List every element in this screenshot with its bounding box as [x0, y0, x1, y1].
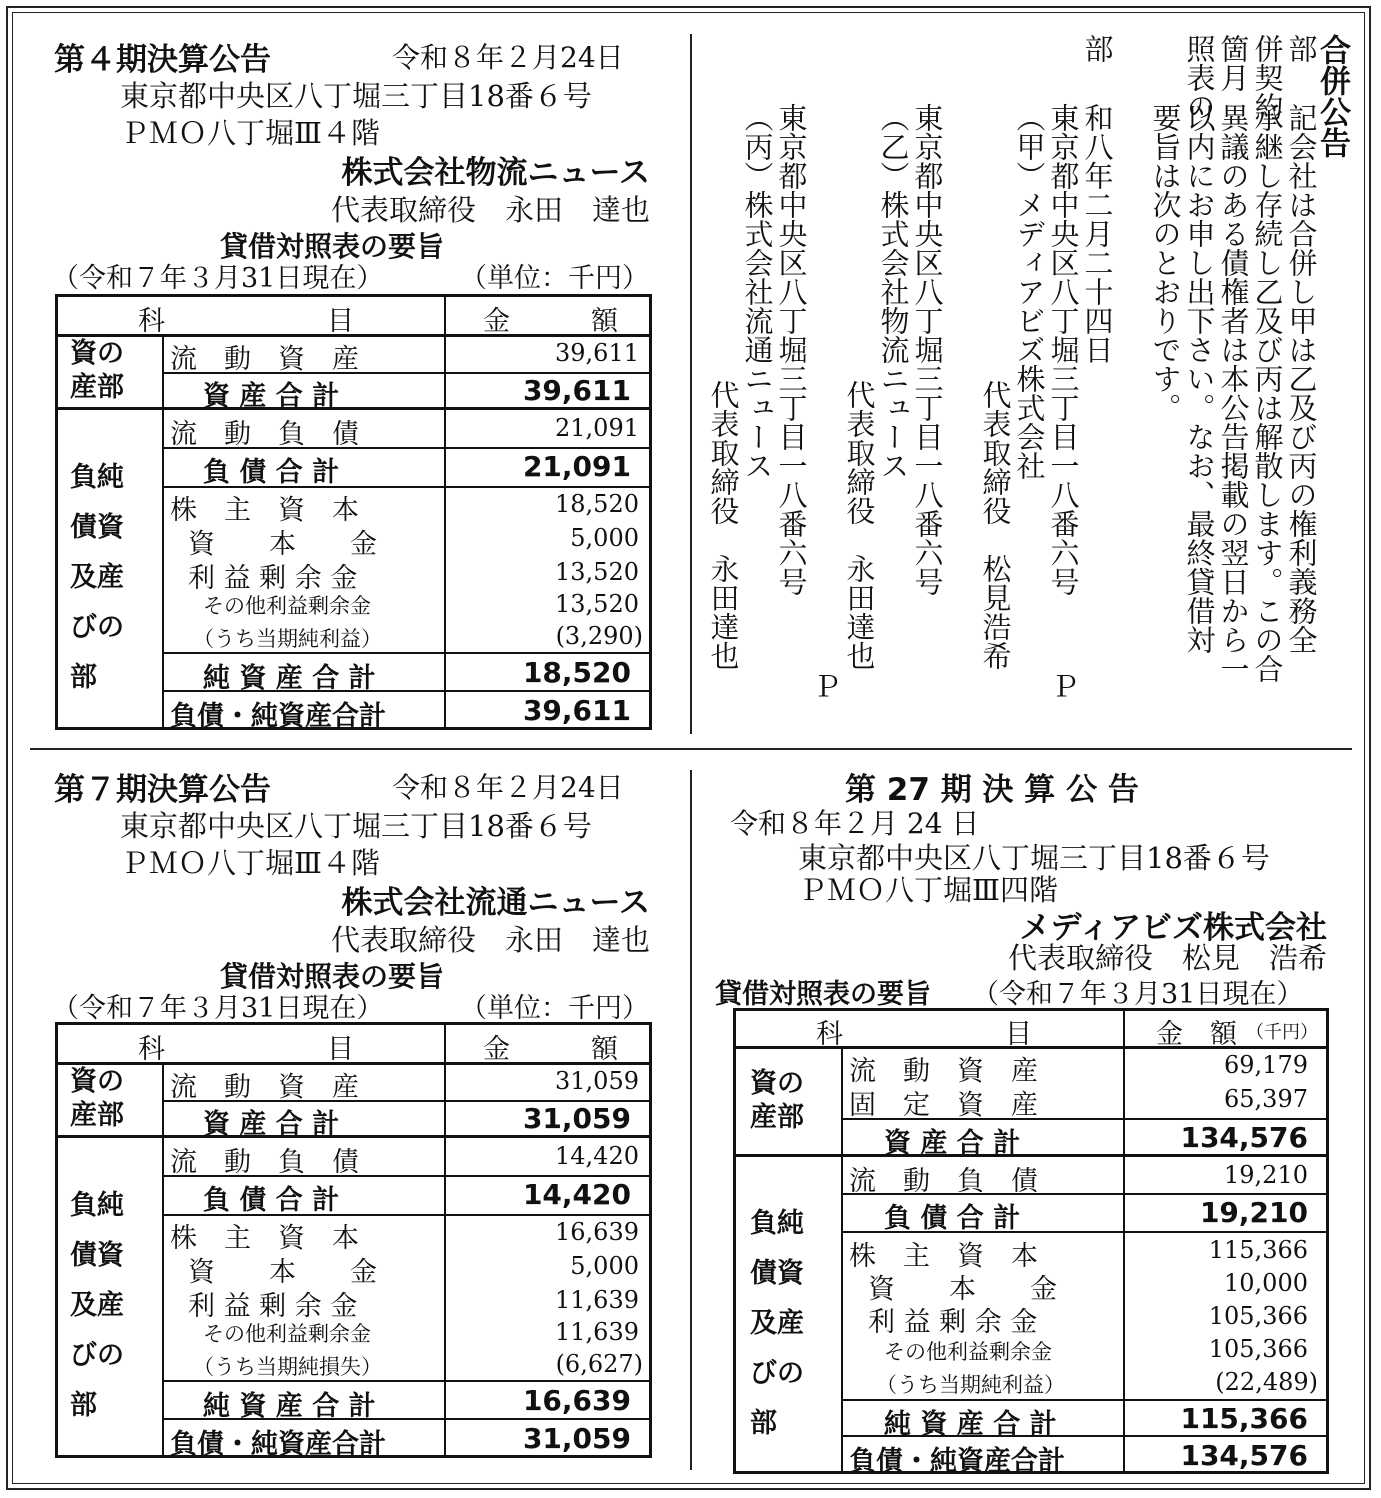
merger-body-col: 要旨は次のとおりです。 [1148, 103, 1183, 422]
balance-sheet-table [55, 294, 652, 730]
row-label: 負債・純資産合計 [170, 701, 386, 732]
row-value: 115,366 [1180, 1402, 1308, 1435]
row-label: 負債・純資産合計 [170, 1429, 386, 1460]
col-header-item: 科 目 [816, 1019, 1032, 1050]
representative: 代表取締役 永田 達也 [330, 193, 650, 227]
company-name: メディアビズ株式会社 [1019, 910, 1327, 946]
row-value: 16,639 [555, 1218, 639, 1246]
row-value: 31,059 [522, 1102, 631, 1135]
row-label: 流 動 資 産 [170, 344, 359, 375]
row-value: 13,520 [555, 558, 639, 586]
row-label: 資 本 金 [188, 529, 377, 560]
row-value: 11,639 [555, 1286, 639, 1314]
row-label: 利 益 剰 余 金 [188, 563, 358, 594]
notice-title: 第７期決算公告 [54, 772, 271, 808]
merger-body-col-top: 併契約 [1250, 34, 1285, 121]
notice-date: 令和８年２月 24 日 [730, 807, 980, 840]
bs-title: 貸借対照表の要旨 [715, 979, 931, 1010]
merger-body-col: 異議のある債権者は本公告掲載の翌日から一 [1216, 103, 1251, 683]
party-b-line: （乙）株式会社物流ニュース [876, 103, 911, 480]
row-label: 資 産 合 計 [203, 381, 340, 412]
col-header-amount: 金 額 [1156, 1019, 1237, 1050]
seal-word: 部 [1080, 34, 1115, 63]
party-a-p: Ｐ [1046, 671, 1081, 700]
col-header-amount: 金 額 [483, 306, 618, 337]
address-line-2: ＰＭＯ八丁堀Ⅲ四階 [798, 873, 1058, 907]
row-label: 純 資 産 合 計 [203, 663, 376, 694]
row-label: 資 産 合 計 [884, 1128, 1021, 1159]
bs-period: （令和７年３月31日現在） [52, 263, 384, 294]
row-value: 21,091 [522, 450, 631, 483]
party-b-p: Ｐ [808, 671, 843, 700]
row-value: 14,420 [522, 1178, 631, 1211]
category-assets: 資の 産部 [70, 338, 124, 403]
row-value: 39,611 [555, 339, 639, 367]
category-liabilities-equity: 負純 債資 及産 びの 部 [70, 462, 124, 693]
company-name: 株式会社物流ニュース [341, 155, 650, 191]
row-value: 18,520 [555, 490, 639, 518]
row-label: 利 益 剰 余 金 [188, 1291, 358, 1322]
party-a-line: 東京都中央区八丁堀三丁目一八番六号 [1046, 103, 1081, 596]
row-value: 31,059 [522, 1422, 631, 1455]
merger-heading: 合併公告 [1314, 34, 1350, 158]
row-value: 11,639 [555, 1318, 639, 1346]
bs-period: （令和７年３月31日現在） [52, 993, 384, 1024]
party-b-line: 東京都中央区八丁堀三丁目一八番六号 [910, 103, 945, 596]
col-header-unit: （千円） [1246, 1022, 1318, 1043]
horizontal-divider [30, 748, 1352, 750]
row-label: 流 動 資 産 [849, 1056, 1038, 1087]
merger-body-col: 和八年二月二十四日 [1080, 103, 1115, 364]
party-a-line: 代表取締役 松見浩希 [978, 380, 1013, 670]
party-c-line: 代表取締役 永田達也 [706, 380, 741, 670]
bs-title: 貸借対照表の要旨 [220, 960, 445, 993]
party-b-line: 代表取締役 永田達也 [842, 380, 877, 670]
company-name: 株式会社流通ニュース [341, 885, 650, 921]
row-label: 負 債 合 計 [884, 1203, 1021, 1234]
row-label: 流 動 負 債 [170, 419, 359, 450]
row-value: 14,420 [555, 1142, 639, 1170]
row-label: （うち当期純利益） [876, 1373, 1065, 1397]
category-liabilities-equity: 負純 債資 及産 びの 部 [750, 1208, 804, 1439]
row-value: 21,091 [555, 414, 639, 442]
category-liabilities-equity: 負純 債資 及産 びの 部 [70, 1190, 124, 1421]
merger-body-col: 承継し存続し乙及び丙は解散します。この合 [1250, 103, 1285, 683]
row-value: 65,397 [1224, 1085, 1308, 1113]
row-label: 純 資 産 合 計 [203, 1391, 376, 1422]
row-label: 資 産 合 計 [203, 1109, 340, 1140]
category-assets: 資の 産部 [750, 1068, 804, 1133]
row-label: その他利益剰余金 [203, 594, 371, 618]
representative: 代表取締役 松見 浩希 [1007, 941, 1327, 975]
notice-title: 第 27 期 決 算 公 告 [845, 772, 1139, 808]
row-label: 純 資 産 合 計 [884, 1409, 1057, 1440]
merger-body-col-top: 部 [1284, 34, 1319, 63]
address-line-2: ＰＭＯ八丁堀Ⅲ４階 [120, 116, 380, 150]
row-value: 105,366 [1208, 1302, 1308, 1330]
col-header-item: 科 目 [138, 306, 354, 337]
row-label: その他利益剰余金 [203, 1322, 371, 1346]
party-a-line: （甲）メディアビズ株式会社 [1012, 103, 1047, 480]
row-value: 13,520 [555, 590, 639, 618]
row-value: (3,290) [555, 622, 643, 650]
balance-sheet-table [55, 1022, 652, 1458]
address-line-1: 東京都中央区八丁堀三丁目18番６号 [798, 841, 1270, 875]
bs-unit: （単位：千円） [460, 263, 649, 294]
merger-body-col: 以内にお申し出下さい。なお、最終貸借対 [1182, 103, 1217, 654]
category-assets: 資の 産部 [70, 1066, 124, 1131]
row-label: 流 動 負 債 [170, 1147, 359, 1178]
balance-sheet-table [733, 1008, 1329, 1477]
row-value: 5,000 [570, 1252, 639, 1280]
row-value: 39,611 [522, 374, 631, 407]
row-value: 16,639 [522, 1384, 631, 1417]
party-c-line: 東京都中央区八丁堀三丁目一八番六号 [774, 103, 809, 596]
col-header-amount: 金 額 [483, 1034, 618, 1065]
vertical-divider-bottom [690, 770, 692, 1470]
row-value: 134,576 [1180, 1121, 1308, 1154]
vertical-divider-top [690, 34, 692, 734]
bs-title: 貸借対照表の要旨 [220, 230, 445, 263]
address-line-1: 東京都中央区八丁堀三丁目18番６号 [120, 809, 592, 843]
row-label: 利 益 剰 余 金 [868, 1307, 1038, 1338]
row-label: （うち当期純利益） [193, 627, 382, 651]
row-label: 資 本 金 [188, 1257, 377, 1288]
notice-date: 令和８年２月24日 [392, 771, 624, 804]
merger-body-col-top: 照表の [1182, 34, 1217, 121]
col-header-item: 科 目 [138, 1034, 354, 1065]
row-value: 69,179 [1224, 1051, 1308, 1079]
merger-body-col-top: 箇月 [1216, 34, 1251, 92]
bs-unit: （単位：千円） [460, 993, 649, 1024]
row-label: その他利益剰余金 [884, 1340, 1052, 1364]
row-label: 資 本 金 [868, 1274, 1057, 1305]
row-label: 負 債 合 計 [203, 457, 340, 488]
notice-date: 令和８年２月24日 [392, 41, 624, 74]
row-value: 105,366 [1208, 1335, 1308, 1363]
row-value: 134,576 [1180, 1439, 1308, 1472]
row-label: 固 定 資 産 [849, 1090, 1038, 1121]
row-value: 115,366 [1208, 1236, 1308, 1264]
row-label: 負 債 合 計 [203, 1185, 340, 1216]
row-value: 19,210 [1224, 1161, 1308, 1189]
row-value: 31,059 [555, 1067, 639, 1095]
row-value: 10,000 [1224, 1269, 1308, 1297]
row-label: 株 主 資 本 [170, 495, 359, 526]
row-value: 18,520 [522, 656, 631, 689]
row-value: (6,627) [555, 1350, 643, 1378]
notice-title: 第４期決算公告 [54, 42, 271, 78]
row-label: 流 動 負 債 [849, 1166, 1038, 1197]
merger-body-col: 記会社は合併し甲は乙及び丙の権利義務全 [1284, 103, 1319, 654]
representative: 代表取締役 永田 達也 [330, 923, 650, 957]
row-value: 19,210 [1199, 1196, 1308, 1229]
row-value: (22,489) [1215, 1368, 1318, 1396]
row-value: 39,611 [522, 694, 631, 727]
row-label: 株 主 資 本 [170, 1223, 359, 1254]
row-label: 負債・純資産合計 [849, 1446, 1065, 1477]
bs-period: （令和７年３月31日現在） [972, 979, 1304, 1010]
address-line-1: 東京都中央区八丁堀三丁目18番６号 [120, 79, 592, 113]
address-line-2: ＰＭＯ八丁堀Ⅲ４階 [120, 846, 380, 880]
row-value: 5,000 [570, 524, 639, 552]
row-label: 流 動 資 産 [170, 1072, 359, 1103]
row-label: 株 主 資 本 [849, 1241, 1038, 1272]
party-c-line: （丙）株式会社流通ニュース [740, 103, 775, 480]
row-label: （うち当期純損失） [193, 1355, 382, 1379]
